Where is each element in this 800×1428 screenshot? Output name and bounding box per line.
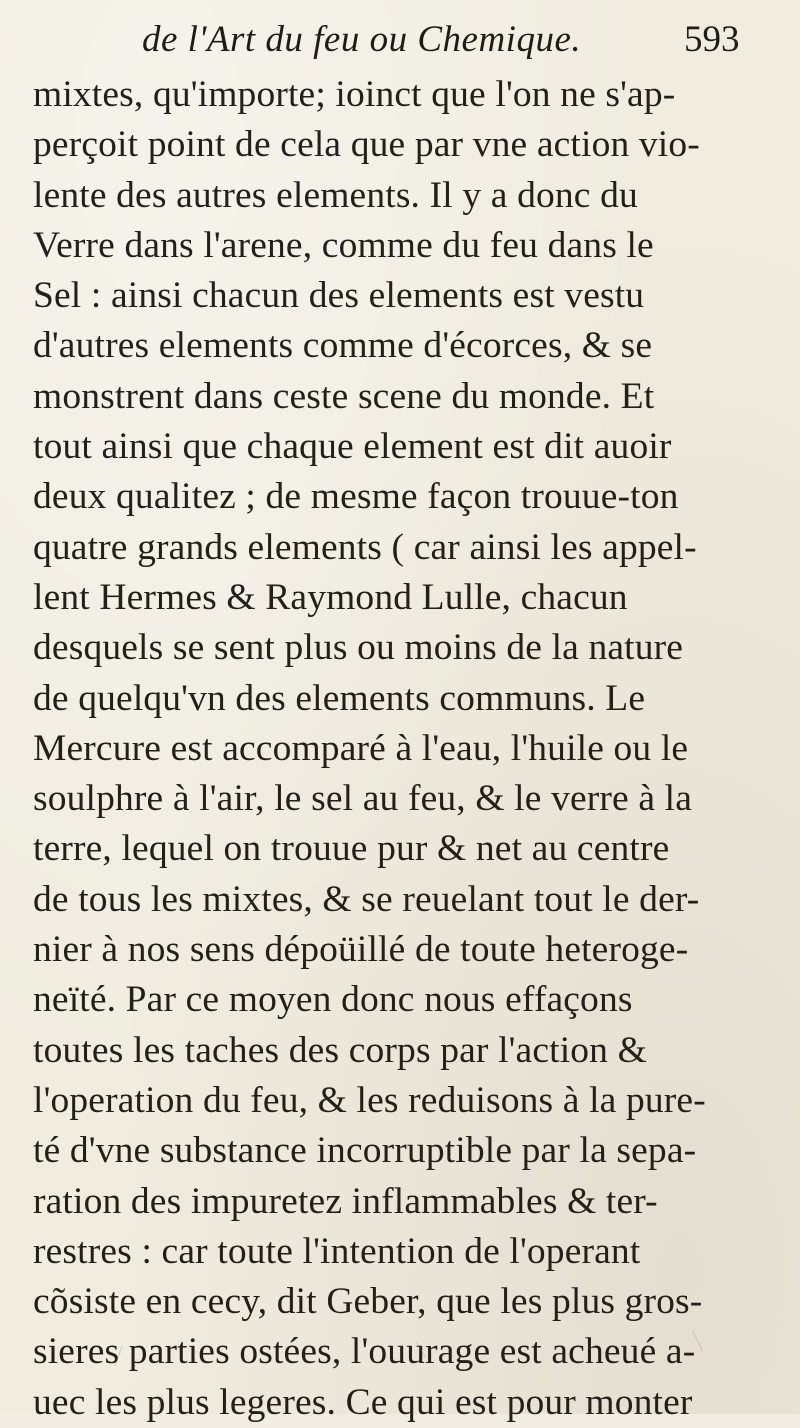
running-head: de l'Art du feu ou Chemique. (142, 19, 582, 60)
text-line: restres : car toute l'intention de l'operant (33, 1230, 641, 1272)
text-line: terre, lequel on trouue pur & net au centre (33, 828, 670, 870)
text-line: de tous les mixtes, & se reuelant tout le der- (33, 878, 700, 920)
text-line: desquels se sent plus ou moins de la nature (33, 627, 684, 669)
text-line: uec les plus legeres. Ce qui est pour monter (33, 1381, 693, 1423)
text-line: Verre dans l'arene, comme du feu dans le (33, 224, 654, 266)
text-line: nier à nos sens dépoüillé de toute heteroge- (33, 929, 689, 971)
text-line: cõsiste en cecy, dit Geber, que les plus gros- (33, 1281, 703, 1323)
text-line: té d'vne substance incorruptible par la sepa- (33, 1130, 697, 1172)
text-line: ration des impuretez inflammables & ter- (33, 1180, 658, 1222)
text-line: toutes les taches des corps par l'action & (33, 1029, 647, 1071)
text-line: soulphre à l'air, le sel au feu, & le verre à la (33, 778, 693, 820)
text-line: lente des autres elements. Il y a donc du (33, 174, 638, 216)
text-line: Sel : ainsi chacun des elements est vestu (33, 275, 645, 317)
text-line: l'operation du feu, & les reduisons à la pure- (33, 1079, 706, 1121)
text-line: monstrent dans ceste scene du monde. Et (33, 375, 655, 417)
text-line: deux qualitez ; de mesme façon trouue-ton (33, 476, 679, 518)
text-line: quatre grands elements ( car ainsi les appel- (33, 526, 697, 568)
text-line: de quelqu'vn des elements communs. Le (33, 677, 646, 719)
text-line: perçoit point de cela que par vne action vio- (33, 124, 700, 166)
text-line: Mercure est accomparé à l'eau, l'huile ou le (33, 727, 689, 769)
text-line: tout ainsi que chaque element est dit auoir (33, 426, 672, 468)
page-number: 593 (684, 19, 740, 60)
text-line: neïté. Par ce moyen donc nous effaçons (33, 979, 633, 1021)
text-line: mixtes, qu'importe; ioinct que l'on ne s'ap- (33, 74, 676, 115)
text-line: sieres parties ostées, l'ouurage est acheué a- (33, 1331, 696, 1373)
body-text (33, 70, 793, 1428)
text-line: lent Hermes & Raymond Lulle, chacun (33, 576, 628, 618)
text-line: d'autres elements comme d'écorces, & se (33, 325, 653, 367)
page-header (0, 14, 800, 64)
